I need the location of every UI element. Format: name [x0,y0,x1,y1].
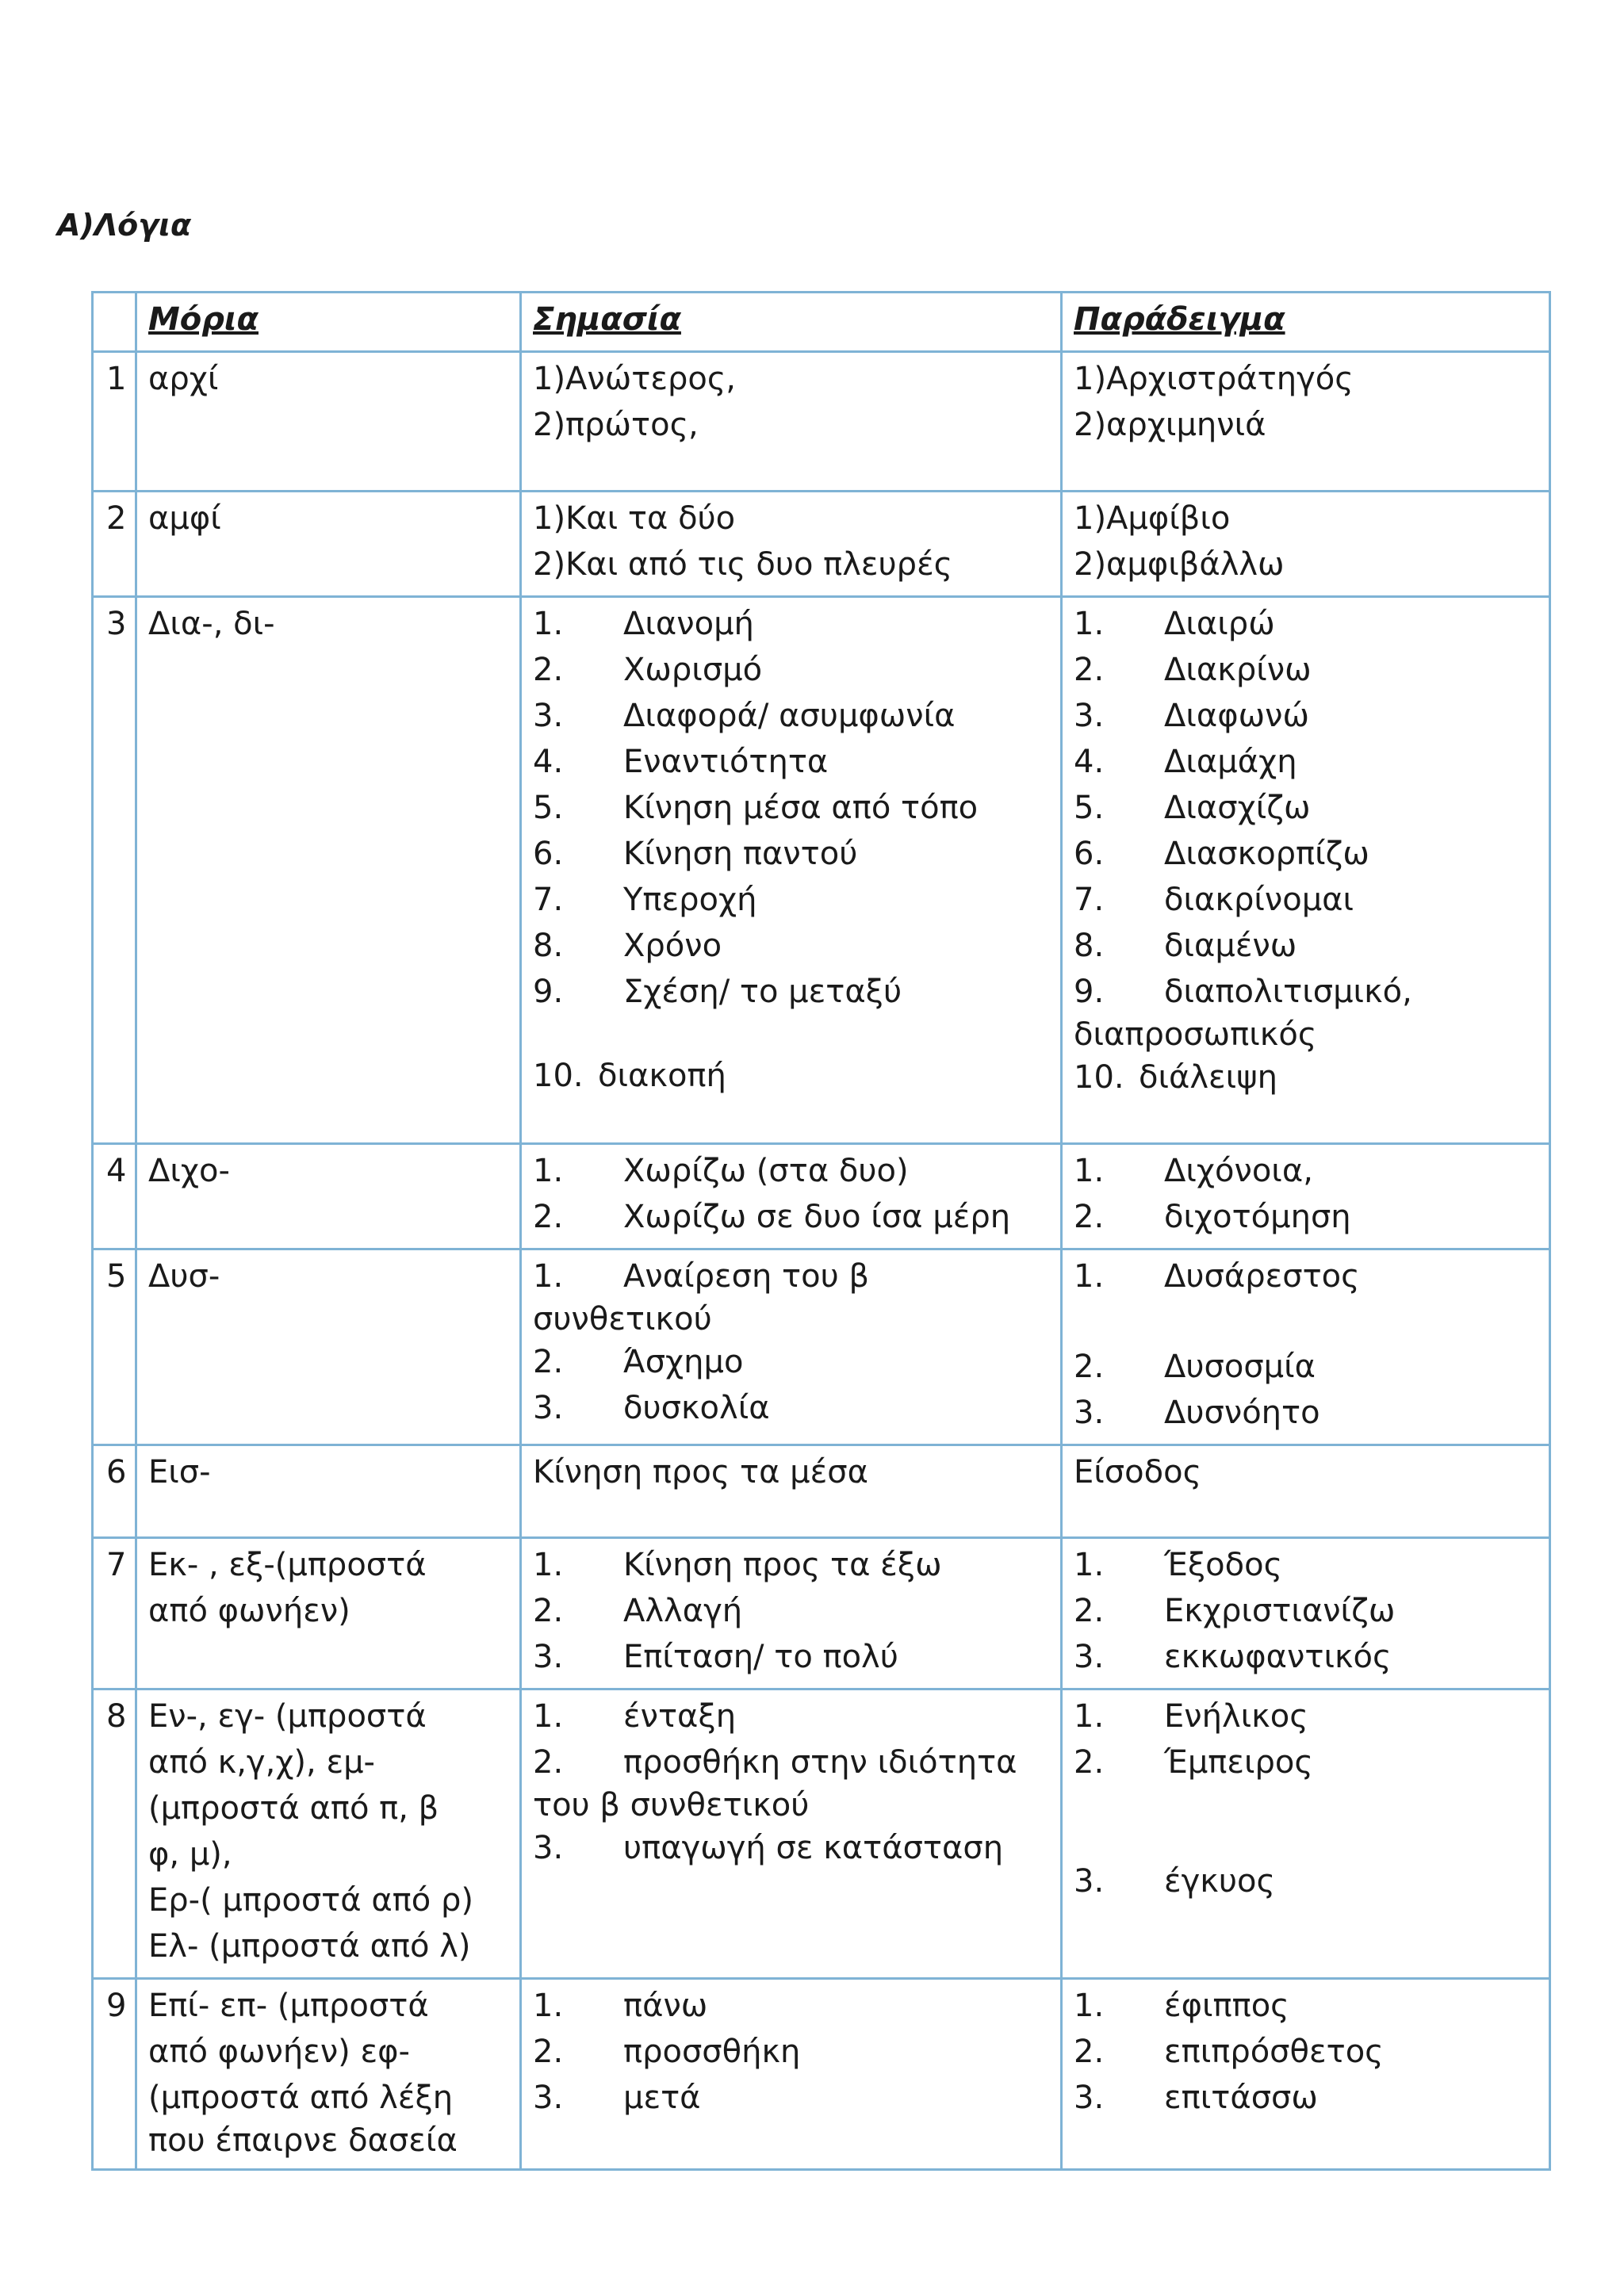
item-number: 3. [533,2080,564,2116]
meaning-item [533,1542,1051,1588]
table-row [93,1538,1550,1689]
prefix-table-body [93,293,1550,2170]
header-row [93,293,1550,352]
meaning-text: Κίνηση προς τα μέσα [533,1454,868,1490]
table-row [93,1445,1550,1538]
meaning-cell [521,597,1062,1144]
header-prefix: Μόρια [136,293,521,352]
example-text: Διασχίζω [1164,790,1311,826]
example-text: Δυσάρεστος [1164,1258,1360,1295]
item-number: 3. [533,1639,564,1675]
example-cell [1062,492,1550,597]
item-number: 3. [1074,1395,1105,1431]
item-number: 3. [533,1830,564,1866]
meaning-item [533,1739,1051,1785]
prefix-table [91,291,1551,2171]
example-text: Έξοδος [1164,1547,1283,1583]
item-number: 2. [533,1344,564,1380]
prefix-cell [136,1538,521,1689]
item-number: 2. [1074,652,1105,688]
prefix-cell [136,597,521,1144]
meaning-item [533,601,1051,647]
meaning-cell [521,1689,1062,1979]
example-text: διαμένω [1164,928,1297,964]
row-number: 3 [93,597,136,1144]
example-cell [1062,1144,1550,1249]
item-number: 1. [1074,1698,1105,1735]
example-item [1074,877,1539,923]
prefix-text: (μπροστά από π, β [148,1790,439,1827]
example-item [1074,1693,1539,1739]
item-number: 1. [533,1698,564,1735]
table-row [93,492,1550,597]
example-text: έγκυος [1164,1863,1275,1900]
example-text: 1)Αμφίβιο [1074,500,1231,537]
item-number: 5. [533,790,564,826]
example-item [1074,693,1539,739]
meaning-text: Υπεροχή [623,882,757,918]
example-item [1074,1739,1539,1785]
meaning-cell [521,1249,1062,1445]
example-item [1074,785,1539,831]
meaning-item [533,877,1051,923]
example-text: Διασκορπίζω [1164,836,1369,872]
meaning-item [533,2075,1051,2121]
example-text: έφιππος [1164,1988,1289,2024]
example-cell [1062,1979,1550,2170]
prefix-text: Εκ- , εξ-(μπροστά [148,1547,427,1583]
item-number: 6. [1074,836,1105,872]
example-text: επιπρόσθετος [1164,2034,1384,2070]
meaning-item [533,1634,1051,1680]
header-meaning: Σημασία [521,293,1062,352]
meaning-text: Άσχημο [623,1344,744,1380]
example-item [1074,2029,1539,2075]
meaning-text: προσσθήκη [623,2034,801,2070]
prefix-text: Επί- επ- (μπροστά [148,1988,429,2024]
example-text: 2)αρχιμηνιά [1074,407,1266,443]
table-row [93,1144,1550,1249]
meaning-text: δυσκολία [623,1390,770,1426]
prefix-text: Δια-, δι- [148,606,275,642]
meaning-text: υπαγωγή σε κατάσταση [623,1830,1004,1866]
item-number: 3. [1074,1863,1105,1900]
item-number: 1. [533,1153,564,1189]
meaning-text: Χωρίζω σε δυο ίσα μέρη [623,1199,1011,1235]
item-number: 10. [1074,1059,1124,1096]
item-number: 5. [1074,790,1105,826]
item-number: 9. [533,974,564,1010]
item-number: 2. [1074,1349,1105,1385]
example-item [1074,647,1539,693]
meaning-item [533,969,1051,1015]
item-number: 8. [1074,928,1105,964]
example-text: Ενήλικος [1164,1698,1308,1735]
item-number: 3. [533,1390,564,1426]
meaning-item [533,785,1051,831]
prefix-text: αρχί [148,361,219,397]
item-number: 10. [533,1058,584,1094]
example-item [1074,2075,1539,2121]
meaning-text: Σχέση/ το μεταξύ [623,974,902,1010]
table-row [93,1249,1550,1445]
prefix-text: Εν-, εγ- (μπροστά [148,1698,427,1735]
example-text: διάλειψη [1139,1059,1277,1096]
prefix-text: φ, μ), [148,1836,232,1873]
meaning-text: Χωρισμό [623,652,763,688]
example-item [1074,739,1539,785]
example-item [1074,1054,1539,1100]
example-text: εκκωφαντικός [1164,1639,1392,1675]
meaning-text: Διανομή [623,606,754,642]
meaning-text: διακοπή [598,1058,726,1094]
example-item [1074,1253,1539,1299]
item-number: 4. [1074,744,1105,780]
example-cell [1062,352,1550,492]
example-item [1074,1194,1539,1240]
prefix-text: (μπροστά από λέξη [148,2080,454,2116]
example-text: 1)Αρχιστράτηγός [1074,361,1354,397]
example-cell [1062,1689,1550,1979]
example-cell [1062,597,1550,1144]
meaning-item [533,1983,1051,2029]
prefix-text: Ελ- (μπροστά από λ) [148,1928,471,1965]
meaning-text: του β συνθετικού [533,1787,810,1823]
item-number: 2. [1074,1593,1105,1629]
header-num [93,293,136,352]
meaning-cell [521,1144,1062,1249]
item-number: 1. [1074,606,1105,642]
item-number: 2. [533,1744,564,1781]
item-number: 1. [1074,1258,1105,1295]
meaning-text: Κίνηση παντού [623,836,858,872]
item-number: 6. [533,836,564,872]
meaning-item [533,2029,1051,2075]
example-item [1074,1588,1539,1634]
prefix-text: Εισ- [148,1454,211,1490]
row-number: 7 [93,1538,136,1689]
example-text: Διακρίνω [1164,652,1312,688]
item-number: 3. [1074,2080,1105,2116]
meaning-text: συνθετικού [533,1301,712,1337]
page-heading: Α)Λόγια [57,208,192,243]
prefix-text: Ερ-( μπροστά από ρ) [148,1882,473,1919]
example-text: 2)αμφιβάλλω [1074,546,1285,583]
example-text: Διαιρώ [1164,606,1275,642]
item-number: 3. [533,698,564,734]
example-text: Διαμάχη [1164,744,1297,780]
prefix-cell [136,1979,521,2170]
meaning-cell [521,352,1062,492]
item-number: 3. [1074,698,1105,734]
meaning-text: Αλλαγή [623,1593,743,1629]
example-item [1074,1390,1539,1436]
prefix-text: από κ,γ,χ), εμ- [148,1744,375,1781]
example-text: διακρίνομαι [1164,882,1354,918]
item-number: 7. [1074,882,1105,918]
item-number: 1. [533,606,564,642]
row-number: 9 [93,1979,136,2170]
meaning-cell [521,1979,1062,2170]
prefix-cell [136,492,521,597]
meaning-item [533,1825,1051,1871]
example-item [1074,1344,1539,1390]
meaning-item [533,647,1051,693]
example-text: Διχόνοια, [1164,1153,1313,1189]
item-number: 1. [533,1547,564,1583]
meaning-item [533,1053,1051,1099]
spacer [1074,1785,1539,1858]
prefix-text: που έπαιρνε δασεία [148,2122,458,2159]
prefix-cell [136,1144,521,1249]
row-number: 1 [93,352,136,492]
meaning-text: προσθήκη στην ιδιότητα [623,1744,1017,1781]
row-number: 5 [93,1249,136,1445]
table-row [93,1979,1550,2170]
meaning-text: Κίνηση μέσα από τόπο [623,790,979,826]
example-text: διχοτόμηση [1164,1199,1351,1235]
item-number: 1. [533,1258,564,1295]
meaning-text: Εναντιότητα [623,744,829,780]
prefix-text: αμφί [148,500,221,537]
meaning-text: πάνω [623,1988,708,2024]
prefix-text: από φωνήεν) [148,1593,350,1629]
spacer [1074,1299,1539,1344]
meaning-item [533,831,1051,877]
meaning-text: Αναίρεση του β [623,1258,869,1295]
example-text: Διαφωνώ [1164,698,1309,734]
example-cell [1062,1249,1550,1445]
example-cell [1062,1538,1550,1689]
meaning-text: Χωρίζω (στα δυο) [623,1153,909,1189]
meaning-text: 2)πρώτος, [533,407,699,443]
meaning-item [533,1253,1051,1299]
meaning-item [533,739,1051,785]
meaning-item [533,1385,1051,1431]
prefix-text: από φωνήεν) εφ- [148,2034,410,2070]
meaning-item [533,1148,1051,1194]
header-example: Παράδειγμα [1062,293,1550,352]
example-item [1074,1634,1539,1680]
meaning-item [533,1194,1051,1240]
prefix-cell [136,1445,521,1538]
item-number: 1. [1074,1547,1105,1583]
example-text: επιτάσσω [1164,2080,1318,2116]
meaning-text: 1)Και τα δύο [533,500,736,537]
meaning-text: Χρόνο [623,928,722,964]
example-item [1074,1148,1539,1194]
item-number: 1. [1074,1153,1105,1189]
meaning-text: Επίταση/ το πολύ [623,1639,898,1675]
row-number: 8 [93,1689,136,1979]
meaning-item [533,923,1051,969]
item-number: 1. [1074,1988,1105,2024]
table-row [93,1689,1550,1979]
item-number: 1. [533,1988,564,2024]
example-item [1074,831,1539,877]
table-row [93,352,1550,492]
row-number: 2 [93,492,136,597]
item-number: 2. [1074,1199,1105,1235]
item-number: 2. [533,1199,564,1235]
meaning-item [533,1588,1051,1634]
prefix-cell [136,1249,521,1445]
table-row [93,597,1550,1144]
meaning-cell [521,492,1062,597]
item-number: 2. [533,1593,564,1629]
meaning-text: Διαφορά/ ασυμφωνία [623,698,956,734]
meaning-item [533,1693,1051,1739]
spacer [533,1015,1051,1053]
example-cell [1062,1445,1550,1538]
example-text: Είσοδος [1074,1454,1202,1490]
example-item [1074,1858,1539,1904]
meaning-text: 2)Και από τις δυο πλευρές [533,546,953,583]
item-number: 3. [1074,1639,1105,1675]
row-number: 6 [93,1445,136,1538]
example-text: Εκχριστιανίζω [1164,1593,1396,1629]
meaning-cell [521,1445,1062,1538]
prefix-text: Δυσ- [148,1258,220,1295]
item-number: 4. [533,744,564,780]
example-item [1074,923,1539,969]
example-text: Δυσοσμία [1164,1349,1316,1385]
example-item [1074,1983,1539,2029]
example-text: Δυσνόητο [1164,1395,1320,1431]
example-item [1074,969,1539,1015]
example-text: διαπολιτισμικό, [1164,974,1412,1010]
example-item [1074,1542,1539,1588]
prefix-text: Διχο- [148,1153,230,1189]
row-number: 4 [93,1144,136,1249]
prefix-cell [136,1689,521,1979]
item-number: 9. [1074,974,1105,1010]
meaning-item [533,693,1051,739]
meaning-text: Κίνηση προς τα έξω [623,1547,942,1583]
item-number: 8. [533,928,564,964]
example-text: Έμπειρος [1164,1744,1313,1781]
meaning-text: 1)Ανώτερος, [533,361,737,397]
meaning-item [533,1339,1051,1385]
prefix-cell [136,352,521,492]
item-number: 2. [533,652,564,688]
meaning-text: μετά [623,2080,701,2116]
example-item [1074,601,1539,647]
meaning-cell [521,1538,1062,1689]
item-number: 2. [533,2034,564,2070]
meaning-text: ένταξη [623,1698,737,1735]
example-text: διαπροσωπικός [1074,1016,1317,1053]
item-number: 2. [1074,2034,1105,2070]
item-number: 2. [1074,1744,1105,1781]
item-number: 7. [533,882,564,918]
